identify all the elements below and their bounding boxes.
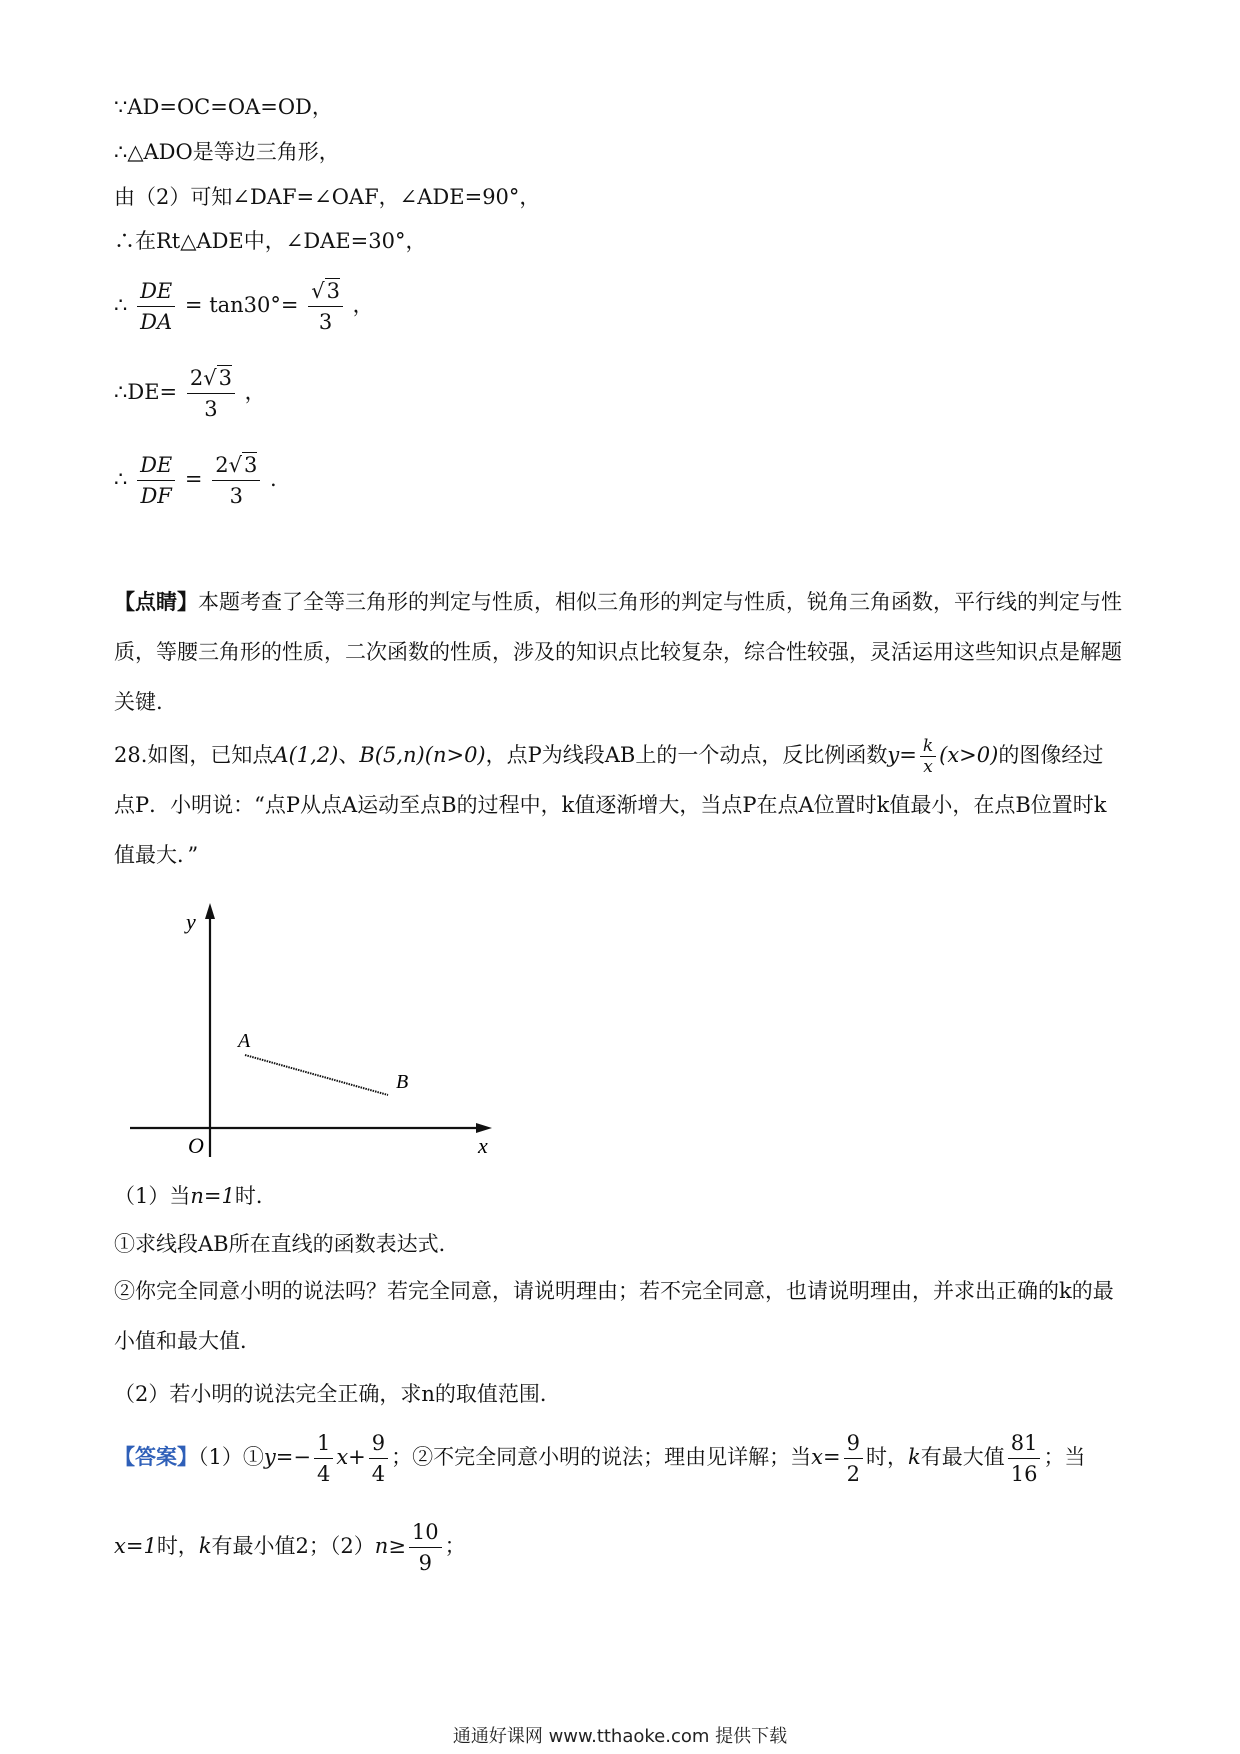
fraction-denominator: DF (140, 484, 172, 508)
fraction-1-over-4 (314, 1428, 333, 1489)
part-1-end: 时． (234, 1184, 277, 1208)
answer-text-7: ；（2） (308, 1534, 375, 1558)
fraction-numerator: 1 (314, 1428, 333, 1459)
fraction-denominator: DA (140, 310, 173, 334)
coefficient: 2 (189, 366, 204, 390)
proof-line-1: ∵AD=OC=OA=OD， (114, 95, 333, 119)
sqrt-symbol: √3 (311, 279, 340, 303)
fraction-2sqrt3-over-3 (187, 363, 235, 424)
k-variable: k (198, 1534, 212, 1558)
fraction-de-da (137, 276, 175, 337)
x-condition: (x>0) (939, 743, 999, 767)
radicand: 3 (218, 366, 232, 390)
page-footer: 通通好课网 www.tthaoke.com 提供下载 (452, 1726, 788, 1747)
equation-de-df-ratio (114, 450, 277, 511)
fraction-denominator: 4 (316, 1462, 331, 1486)
point-b-label: B (396, 1071, 409, 1093)
coordinate-diagram (110, 895, 510, 1175)
x-axis-label: x (478, 1133, 488, 1158)
sub-question-2: ②你完全同意小明的说法吗？若完全同意，请说明理由；若不完全同意，也请说明理由，并求出正确的k的最小值和最大值． (114, 1279, 1114, 1353)
x-plus: x+ (336, 1445, 366, 1469)
coefficient: 2 (215, 453, 229, 477)
x-equals-1: x=1 (114, 1534, 157, 1558)
n-equals-1: n=1 (190, 1184, 235, 1208)
part-2-question: （2）若小明的说法完全正确，求n的取值范围． (114, 1382, 561, 1406)
n-greater-equal: n≥ (374, 1534, 406, 1558)
function-y: y= (887, 743, 917, 767)
question-text-2: ，点P为线段AB上的一个动点，反比例函数 (485, 743, 888, 767)
coordinate-figure (110, 895, 510, 1179)
part-1-text: （1）当 (114, 1184, 191, 1208)
n-condition: (n>0) (424, 743, 486, 767)
fraction-9-over-2 (844, 1428, 863, 1489)
proof-line-4: ∴在Rt△ADE中，∠DAE=30°， (114, 229, 427, 253)
fraction-numerator: 9 (844, 1428, 863, 1459)
question-text-3: 的图像经过点P．小明说：“点P从点A运动至点B的过程中，k值逐渐增大，当点P在点A位置时k值最小，在点B位置时k值最大．” (114, 743, 1107, 867)
equation-tan30 (114, 276, 374, 337)
fraction-81-over-16 (1008, 1428, 1041, 1489)
sqrt-symbol: √3 (228, 453, 258, 477)
origin-label: O (188, 1133, 204, 1158)
answer-text-2: 时， (865, 1445, 908, 1469)
fraction-denominator: x (923, 757, 933, 777)
eq1-middle: = tan30°= (184, 293, 299, 317)
answer-text-8: ； (444, 1534, 466, 1558)
fraction-10-over-9 (409, 1517, 442, 1578)
x-equals: x= (811, 1445, 841, 1469)
fraction-numerator: 9 (369, 1428, 388, 1459)
question-intro: 28.如图，已知点 (114, 743, 274, 767)
radicand: 3 (326, 279, 340, 303)
eq1-prefix: ∴ (114, 293, 128, 317)
answer-part-1: （1）① (198, 1445, 264, 1469)
fraction-9-over-4 (369, 1428, 388, 1489)
answer-line-2 (114, 1517, 466, 1578)
comment-tag: 【点睛】 (114, 589, 198, 614)
fraction-sqrt3-over-3 (308, 276, 343, 337)
fraction-de-df (137, 450, 175, 511)
y-equals: y=− (263, 1445, 311, 1469)
segment-ab (245, 1055, 388, 1095)
fraction-denominator: 3 (204, 397, 218, 421)
radicand: 3 (243, 453, 258, 477)
proof-line-2: ∴△ADO是等边三角形， (114, 140, 340, 164)
answer-text-3: 有最大值 (920, 1445, 1005, 1469)
answer-text-6: 有最小值 (211, 1534, 296, 1558)
eq2-prefix: ∴DE= (114, 380, 178, 404)
fraction-denominator: 16 (1010, 1462, 1038, 1486)
answer-tag: 【答案】 (114, 1444, 198, 1469)
question-28 (114, 730, 1124, 880)
answer-text-5: 时， (156, 1534, 199, 1558)
k-variable: k (907, 1445, 921, 1469)
y-axis-arrow (205, 903, 215, 919)
comment-paragraph (114, 577, 1124, 727)
point-b: B(5,n) (359, 743, 425, 767)
proof-line-3: 由（2）可知∠DAF=∠OAF，∠ADE=90°， (114, 185, 541, 209)
y-axis-label: y (186, 909, 196, 934)
eq1-suffix: ， (352, 293, 374, 317)
eq2-suffix: ， (244, 380, 266, 404)
eq3-suffix: . (270, 467, 277, 491)
comment-text: 本题考查了全等三角形的判定与性质，相似三角形的判定与性质，锐角三角函数，平行线的判定与性质，等腰三角形的性质，二次函数的性质，涉及的知识点比较复杂，综合性较强，灵活运用这些知识点是解题关键. (114, 590, 1122, 714)
equation-de-value (114, 363, 266, 424)
fraction-numerator: DE (137, 450, 175, 481)
sqrt-symbol: √3 (203, 366, 232, 390)
eq3-prefix: ∴ (114, 467, 128, 491)
sub-question-1: ①求线段AB所在直线的函数表达式． (114, 1232, 460, 1256)
point-a-label: A (238, 1030, 251, 1052)
x-axis-arrow (476, 1123, 492, 1133)
min-value: 2 (295, 1534, 309, 1558)
point-a: A(1,2) (273, 743, 339, 767)
fraction-numerator: 81 (1008, 1428, 1041, 1459)
fraction-numerator: DE (137, 276, 175, 307)
answer-text-4: ；当 (1043, 1445, 1086, 1469)
fraction-denominator: 4 (371, 1462, 386, 1486)
answer-text-1: ；②不完全同意小明的说法；理由见详解；当 (391, 1445, 812, 1469)
fraction-denominator: 3 (318, 310, 333, 334)
answer-line-1 (114, 1428, 1085, 1489)
fraction-numerator: 10 (409, 1517, 442, 1548)
fraction-denominator: 9 (418, 1551, 432, 1575)
part-1-heading (114, 1181, 277, 1211)
question-separator: 、 (338, 743, 360, 767)
fraction-2sqrt3-over-3 (212, 450, 260, 511)
eq3-equals: = (184, 467, 203, 491)
fraction-denominator: 3 (229, 484, 243, 508)
fraction-k-over-x (920, 736, 936, 777)
fraction-numerator: k (920, 736, 936, 757)
fraction-denominator: 2 (846, 1462, 860, 1486)
